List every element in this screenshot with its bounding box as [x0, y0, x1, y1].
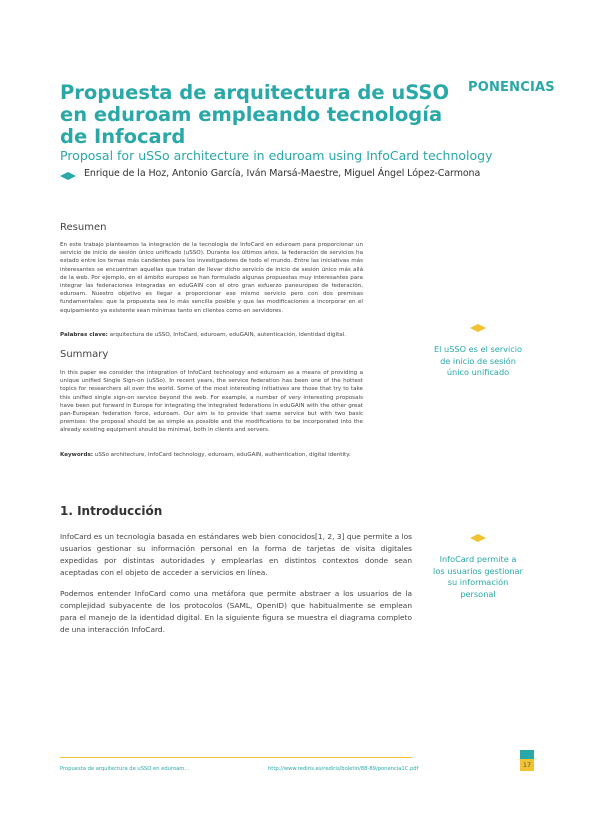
- page-number: 17: [520, 759, 534, 771]
- resumen-heading: Resumen: [60, 222, 107, 233]
- diamond-bullet-icon: [470, 534, 486, 542]
- resumen-keywords-text: arquitectura de uSSO, InfoCard, eduroam, eduGAIN, autenticación, identidad digital.: [107, 332, 347, 338]
- footer-divider: [60, 757, 412, 758]
- summary-text: In this paper we consider the integration of InfoCard technology and eduroam as a means of providing a unique unified Single Sign-on (uSSo). In recent years, the service federation has been one of the hottest topics for researchers all over the world. Some of the most interesting initiatives are those that try to take this unified single sign-on service beyond the web. For example, a number of very interesting proposals have been put forward in Europe for integrating the integrated federations in eduGAIN with the other great pan-European federation force, eduroam. Our aim is to provide that same service but with two basic premises: the proposal should be as simple as possible and the modifications to be incorporated into the already existing equipment should be minimal, both in clients and servers.: [60, 370, 363, 434]
- side-note-infocard: InfoCard permite a los usuarios gestionar su información personal: [433, 554, 523, 599]
- summary-heading: Summary: [60, 349, 109, 360]
- intro-paragraph-2: Podemos entender InfoCard como una metáfora que permite abstraer a los usuarios de la complejidad subyacente de los protocolos (SAML, OpenID) que habitualmente se emplean para el manejo de la identidad digital. En la siguiente figura se muestra el diagrama completo de una interacción InfoCard.: [60, 589, 412, 634]
- diamond-bullet-icon: [60, 172, 76, 180]
- section-tag: PONENCIAS: [468, 80, 555, 95]
- resumen-keywords-label: Palabras clave:: [60, 332, 108, 338]
- summary-keywords-label: Keywords:: [60, 452, 94, 458]
- article-title: Propuesta de arquitectura de uSSO en eduroam empleando tecnología de Infocard: [60, 81, 450, 148]
- diamond-bullet-icon: [470, 324, 486, 332]
- article-subtitle: Proposal for uSSo architecture in eduroam using InfoCard technology: [60, 148, 493, 163]
- summary-keywords-text: uSSo architecture, InfoCard technology, eduroam, eduGAIN, authentication, digital identity.: [93, 452, 351, 458]
- page-tab: [520, 750, 534, 759]
- intro-paragraph-1: InfoCard es un tecnología basada en estándares web bien conocidos[1, 2, 3] que permite a los usuarios gestionar su información personal en la forma de tarjetas de visita digitales expedidas por distintas autoridades y emplearlas en distintos contextos donde sean aceptadas con el objeto de acceder a servicios en línea.: [60, 532, 412, 577]
- resumen-text: En este trabajo planteamos la integración de la tecnología de InfoCard en eduroam para proporcionar un servicio de inicio de sesión único unificado (uSSO). Durante los últimos años, la federación de servicios ha estado entre los temas más candentes para los investigadores de todo el mundo. Entre las iniciativas más interesantes se encuentran aquellas que tratan de llevar dicho servicio de inicio de sesión único más allá de la web. Por ejemplo, en el ámbito europeo se han formulado algunas propuestas muy interesantes para integrar las federaciones integradas en eduGAIN con el otro gran esfuerzo paneuropeo de federación, eduroam. Nuestro objetivo es llegar a proporcionar ese mismo servicio pero con dos premisas fundamentales: que la propuesta sea lo más sencilla posible y que las modificaciones a incorporar en el equipamiento ya existente sean mínimas tanto en clientes como en servidores.: [60, 242, 363, 314]
- footer-url-link[interactable]: http://www.rediris.es/rediris/boletin/88-89/ponencia1C.pdf: [268, 766, 419, 772]
- resumen-keywords: [60, 331, 363, 339]
- footer-title: Propuesta de arquitectura de uSSO en eduroam...: [60, 766, 190, 772]
- authors: Enrique de la Hoz, Antonio García, Iván Marsá-Maestre, Miguel Ángel López-Carmona: [84, 168, 481, 179]
- side-note-usso: El uSSO es el servicio de inicio de sesión único unificado: [433, 344, 523, 377]
- summary-keywords: [60, 451, 363, 459]
- intro-heading: 1. Introducción: [60, 504, 163, 518]
